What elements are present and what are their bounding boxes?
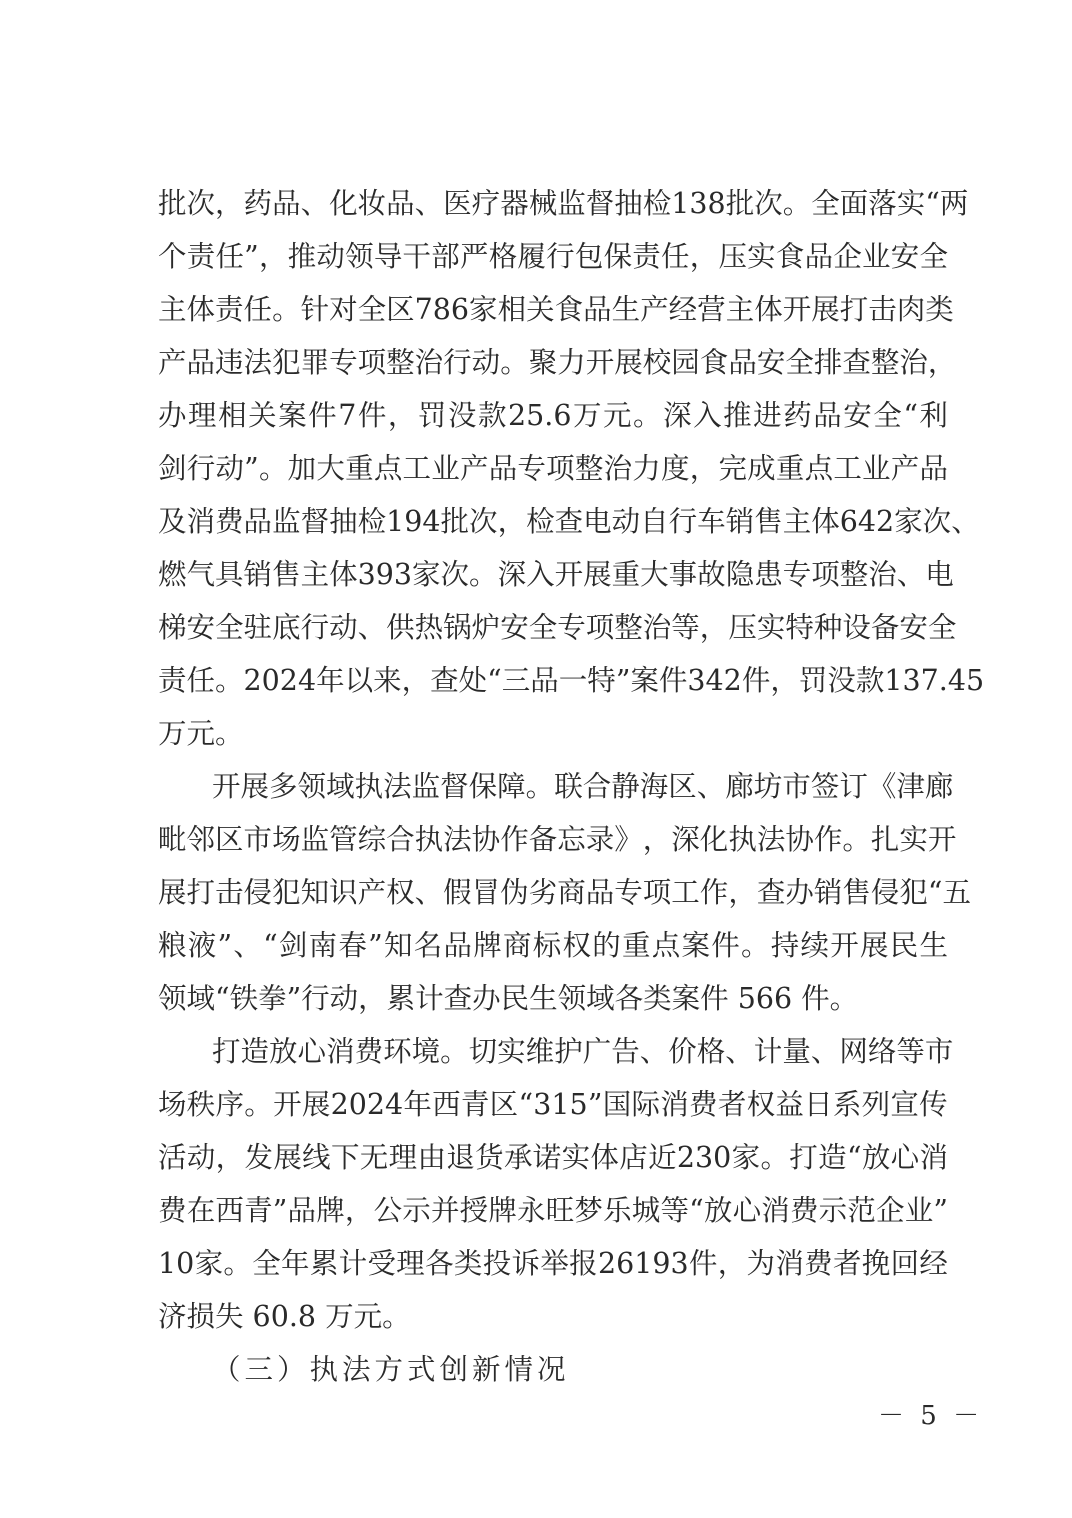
paragraph-1-line-1: 批 次 ， 药 品 、 化 妆 品 、 医 疗 器 械 监 督 抽 检 138 批 次 。 全 面 落 实 “ 两 <box>158 187 969 220</box>
paragraph-1-line-11: 万元。 <box>158 717 244 750</box>
paragraph-1-line-9: 梯 安 全 驻 底 行 动 、 供 热 锅 炉 安 全 专 项 整 治 等 ， 压 实 特 种 设 备 安 全 <box>158 611 957 644</box>
paragraph-2-line-5: 领域“铁拳”行动，累计查办民生领域各类案件 566 件。 <box>158 982 859 1015</box>
paragraph-1-line-3: 主 体 责 任 。 针 对 全 区 786 家 相 关 食 品 生 产 经 营 主 体 开 展 打 击 肉 类 <box>158 293 954 326</box>
paragraph-1-line-2: 个 责 任 ” ， 推 动 领 导 干 部 严 格 履 行 包 保 责 任 ， 压 实 食 品 企 业 安 全 <box>158 240 948 273</box>
paragraph-1-line-7: 及 消 费 品 监 督 抽 检 194 批 次 ， 检 查 电 动 自 行 车 销 售 主 体 642 家 次 、 <box>158 505 980 538</box>
paragraph-1-line-6: 剑 行 动 ” 。 加 大 重 点 工 业 产 品 专 项 整 治 力 度 ， 完 成 重 点 工 业 产 品 <box>158 452 948 485</box>
paragraph-3-line-5: 10 家 。 全 年 累 计 受 理 各 类 投 诉 举 报 26193 件 ， 为 消 费 者 挽 回 经 <box>158 1247 948 1280</box>
paragraph-3-line-1: 打 造 放 心 消 费 环 境 。 切 实 维 护 广 告 、 价 格 、 计 量 、 网 络 等 市 <box>212 1035 954 1068</box>
paragraph-3-line-2: 场 秩 序 。 开 展 2024 年 西 青 区 “ 315 ” 国 际 消 费 者 权 益 日 系 列 宣 传 <box>158 1088 948 1121</box>
paragraph-1-line-10: 责 任 。 2024 年 以 来 ， 查 处 “ 三 品 一 特 ” 案 件 342 件 ， 罚 没 款 137.45 <box>158 664 985 697</box>
paragraph-1-line-4: 产 品 违 法 犯 罪 专 项 整 治 行 动 。 聚 力 开 展 校 园 食 品 安 全 排 查 整 治 ， <box>158 346 957 379</box>
page-number: － 5 － <box>878 1401 984 1431</box>
paragraph-2-line-1: 开 展 多 领 域 执 法 监 督 保 障 。 联 合 静 海 区 、 廊 坊 市 签 订 《 津 廊 <box>212 770 954 803</box>
paragraph-3-line-4: 费 在 西 青 ” 品 牌 ， 公 示 并 授 牌 永 旺 梦 乐 城 等 “ 放 心 消 费 示 范 企 业 ” <box>158 1194 948 1227</box>
paragraph-3-line-3: 活 动 ， 发 展 线 下 无 理 由 退 货 承 诺 实 体 店 近 230 家 。 打 造 “ 放 心 消 <box>158 1141 948 1174</box>
paragraph-2-line-4: 粮 液 ” 、 “ 剑 南 春 ” 知 名 品 牌 商 标 权 的 重 点 案 件 。 持 续 开 展 民 生 <box>158 929 948 962</box>
section-heading: （三）执法方式创新情况 <box>212 1353 570 1386</box>
paragraph-2-line-3: 展 打 击 侵 犯 知 识 产 权 、 假 冒 伪 劣 商 品 专 项 工 作 ， 查 办 销 售 侵 犯 “ 五 <box>158 876 972 909</box>
paragraph-1-line-8: 燃 气 具 销 售 主 体 393 家 次 。 深 入 开 展 重 大 事 故 隐 患 专 项 整 治 、 电 <box>158 558 954 591</box>
paragraph-3-line-6: 济损失 60.8 万元。 <box>158 1300 411 1333</box>
paragraph-2-line-2: 毗 邻 区 市 场 监 管 综 合 执 法 协 作 备 忘 录 》 ， 深 化 执 法 协 作 。 扎 实 开 <box>158 823 957 856</box>
paragraph-1-line-5: 办 理 相 关 案 件 7 件 ， 罚 没 款 25.6 万 元 。 深 入 推 进 药 品 安 全 “ 利 <box>158 399 948 432</box>
